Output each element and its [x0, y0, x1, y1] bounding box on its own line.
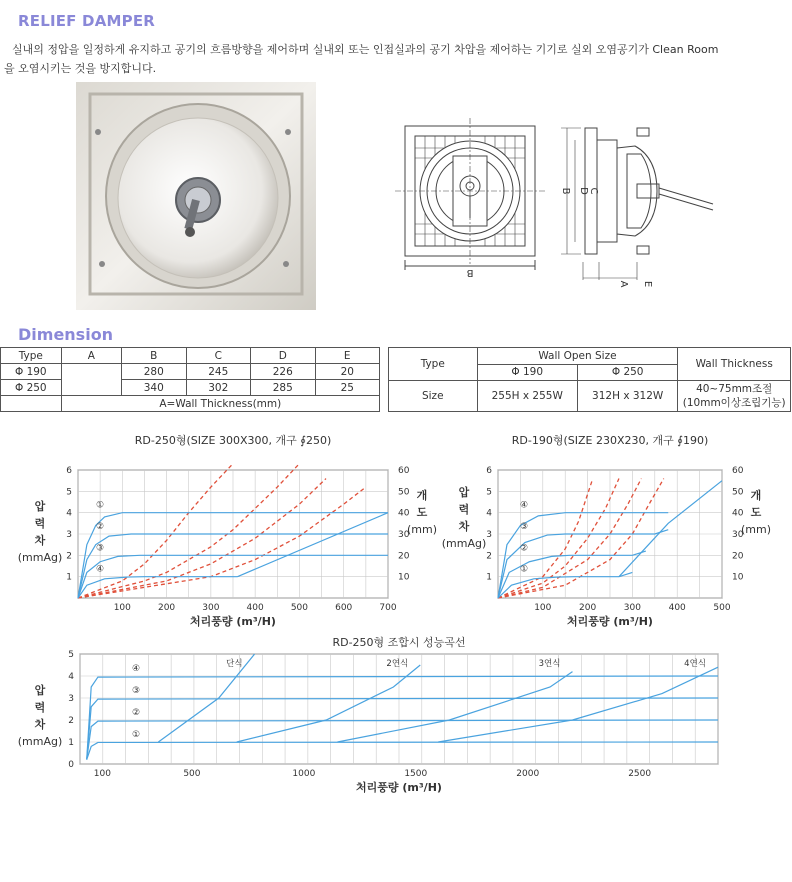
x-tick-label: 700	[379, 603, 397, 613]
y2-axis-label: 개	[416, 489, 428, 502]
y-tick-label: 1	[68, 738, 74, 748]
curve-label: 단식	[226, 659, 243, 669]
x-tick-label: 500	[183, 769, 201, 779]
x-tick-label: 500	[290, 603, 309, 613]
curve-marker: ④	[131, 664, 141, 674]
y-tick-label: 3	[486, 530, 492, 540]
wall-thickness-value	[678, 381, 791, 412]
table-row	[1, 364, 380, 380]
x-tick-label: 2000	[516, 769, 540, 779]
dim-label-side-d: D	[578, 187, 589, 195]
cell-c: 245	[186, 364, 251, 380]
cell-d: 226	[251, 364, 316, 380]
y2-tick-label: 50	[732, 487, 744, 498]
intro-line-2: 을 오염시키는 것을 방지합니다.	[4, 62, 157, 75]
y2-tick-label: 40	[732, 508, 744, 519]
y2-tick-label: 50	[398, 487, 410, 498]
cell-e: 25	[315, 380, 380, 396]
wall-phi190: Φ 190	[477, 364, 577, 381]
header-b: B	[122, 348, 187, 364]
header-type: Type	[1, 348, 62, 364]
table-footnote: A=Wall Thickness(mm)	[61, 396, 379, 412]
cell-e: 20	[315, 364, 380, 380]
y-tick-label: 1	[486, 572, 492, 583]
y2-tick-label: 20	[398, 551, 410, 562]
chart-title: RD-190형(SIZE 230X230, 개구 ∮190)	[511, 434, 709, 447]
x-tick-label: 400	[246, 603, 264, 613]
wall-size-label: Size	[389, 381, 478, 412]
y2-tick-label: 30	[398, 530, 410, 540]
y-axis-label: 력	[458, 503, 470, 516]
y-tick-label: 4	[486, 508, 492, 519]
y-tick-label: 6	[486, 466, 492, 476]
header-c: C	[186, 348, 251, 364]
y2-tick-label: 60	[398, 466, 410, 476]
curve-marker: ②	[131, 708, 141, 718]
page-title: RELIEF DAMPER	[18, 12, 156, 30]
table-row	[1, 396, 380, 412]
dim-label-side-a: A	[618, 280, 629, 288]
y-tick-label: 4	[66, 508, 72, 519]
product-photo	[76, 82, 316, 310]
y-tick-label: 2	[68, 716, 74, 726]
cell-c: 302	[186, 380, 251, 396]
y-axis-label: 차	[34, 534, 46, 547]
dim-label-side-b: B	[560, 187, 571, 195]
y-axis-label: 압	[34, 500, 46, 513]
wall-type-label: Type	[389, 348, 478, 381]
y-axis-label: 력	[34, 517, 46, 530]
chart-rd250	[0, 428, 440, 636]
y-axis-label: 차	[458, 520, 470, 533]
y-axis-label: (mmAg)	[17, 551, 63, 564]
wall-phi250: Φ 250	[577, 364, 677, 381]
y-tick-label: 5	[486, 487, 492, 498]
y-tick-label: 2	[66, 551, 72, 562]
cell-a	[61, 364, 121, 396]
y-axis-label: 압	[34, 684, 46, 697]
technical-drawing	[395, 118, 725, 300]
cell-type: Φ 190	[1, 364, 62, 380]
dimension-title: Dimension	[18, 325, 114, 344]
wall-thickness-line1: 40~75mm조절	[696, 383, 773, 395]
curve-label: 2연식	[386, 659, 409, 669]
y2-axis-label: 도	[416, 506, 428, 519]
dim-label-side-e: E	[642, 280, 653, 288]
curve-marker: ④	[519, 500, 529, 511]
y2-tick-label: 10	[732, 572, 744, 583]
wall-thickness-header: Wall Thickness	[678, 348, 791, 381]
curve-marker: ②	[519, 543, 529, 554]
x-tick-label: 100	[113, 603, 131, 613]
x-tick-label: 200	[579, 603, 597, 613]
x-tick-label: 100	[93, 769, 111, 779]
y2-tick-label: 20	[732, 551, 744, 562]
chart-title: RD-250형 조합시 성능곡선	[332, 636, 466, 649]
curve-marker: ①	[95, 500, 105, 511]
cell-d: 285	[251, 380, 316, 396]
x-tick-label: 300	[202, 603, 220, 613]
y2-axis-label: (mm)	[406, 523, 438, 536]
x-tick-label: 600	[335, 603, 353, 613]
cell-type: Φ 250	[1, 380, 62, 396]
wall-size-table	[388, 347, 791, 412]
chart-title: RD-250형(SIZE 300X300, 개구 ∮250)	[134, 434, 332, 447]
curve-marker: ③	[131, 686, 141, 696]
chart-rd190	[440, 428, 792, 636]
y-axis-label: 력	[34, 701, 46, 714]
y-axis-label: (mmAg)	[441, 537, 487, 550]
dimension-table	[0, 347, 380, 412]
y-tick-label: 4	[68, 672, 74, 682]
wall-size-250: 312H x 312W	[577, 381, 677, 412]
curve-marker: ③	[519, 522, 529, 532]
cell-b: 280	[122, 364, 187, 380]
x-tick-label: 300	[623, 603, 641, 613]
x-tick-label: 100	[534, 603, 552, 613]
y-tick-label: 6	[66, 466, 72, 476]
y2-tick-label: 30	[732, 530, 744, 540]
x-axis-label: 처리풍량 (m³/H)	[356, 781, 442, 794]
y-tick-label: 5	[66, 487, 72, 498]
x-tick-label: 1000	[292, 769, 316, 779]
y-axis-label: (mmAg)	[17, 735, 63, 748]
y-tick-label: 1	[66, 572, 72, 583]
x-axis-label: 처리풍량 (m³/H)	[567, 615, 653, 628]
y-tick-label: 3	[66, 530, 72, 540]
y2-tick-label: 40	[398, 508, 410, 519]
curve-marker: ③	[95, 543, 105, 554]
cell-b: 340	[122, 380, 187, 396]
curve-marker: ①	[519, 564, 529, 575]
x-tick-label: 500	[713, 603, 731, 613]
chart-rd250-combined	[0, 636, 792, 796]
y2-axis-label: (mm)	[740, 523, 772, 536]
y-axis-label: 압	[458, 486, 470, 499]
y-tick-label: 2	[486, 551, 492, 562]
x-tick-label: 1500	[404, 769, 428, 779]
table-row	[1, 380, 380, 396]
curve-marker: ④	[95, 564, 105, 575]
intro-text	[4, 40, 790, 78]
header-d: D	[251, 348, 316, 364]
wall-open-size-header: Wall Open Size	[477, 348, 678, 365]
x-tick-label: 200	[157, 603, 176, 613]
y-tick-label: 0	[68, 760, 74, 770]
wall-size-190: 255H x 255W	[477, 381, 577, 412]
dim-label-front-b: B	[466, 267, 474, 278]
y2-tick-label: 10	[398, 572, 410, 583]
dim-label-side-c: C	[588, 187, 599, 195]
header-e: E	[315, 348, 380, 364]
y-axis-label: 차	[34, 718, 46, 731]
curve-label: 4연식	[684, 659, 706, 669]
intro-line-1: 실내의 정압을 일정하게 유지하고 공기의 흐름방향을 제어하며 실내외 또는 인접실과의 공기 차압을 제어하는 기기로 실외 오염공기가 Clean Room	[12, 43, 719, 56]
x-tick-label: 400	[668, 603, 686, 613]
y2-axis-label: 도	[750, 506, 762, 519]
y2-axis-label: 개	[750, 489, 762, 502]
x-axis-label: 처리풍량 (m³/H)	[190, 615, 276, 628]
header-a: A	[61, 348, 121, 364]
curve-label: 3연식	[538, 659, 561, 669]
curve-marker: ②	[95, 522, 105, 532]
y2-tick-label: 60	[732, 466, 744, 476]
wall-thickness-line2: (10mm이상조립기능)	[682, 397, 786, 409]
x-tick-label: 2500	[628, 769, 652, 779]
curve-marker: ①	[131, 730, 141, 740]
table-header-row	[1, 348, 380, 364]
y-tick-label: 5	[68, 650, 74, 660]
y-tick-label: 3	[68, 694, 74, 704]
